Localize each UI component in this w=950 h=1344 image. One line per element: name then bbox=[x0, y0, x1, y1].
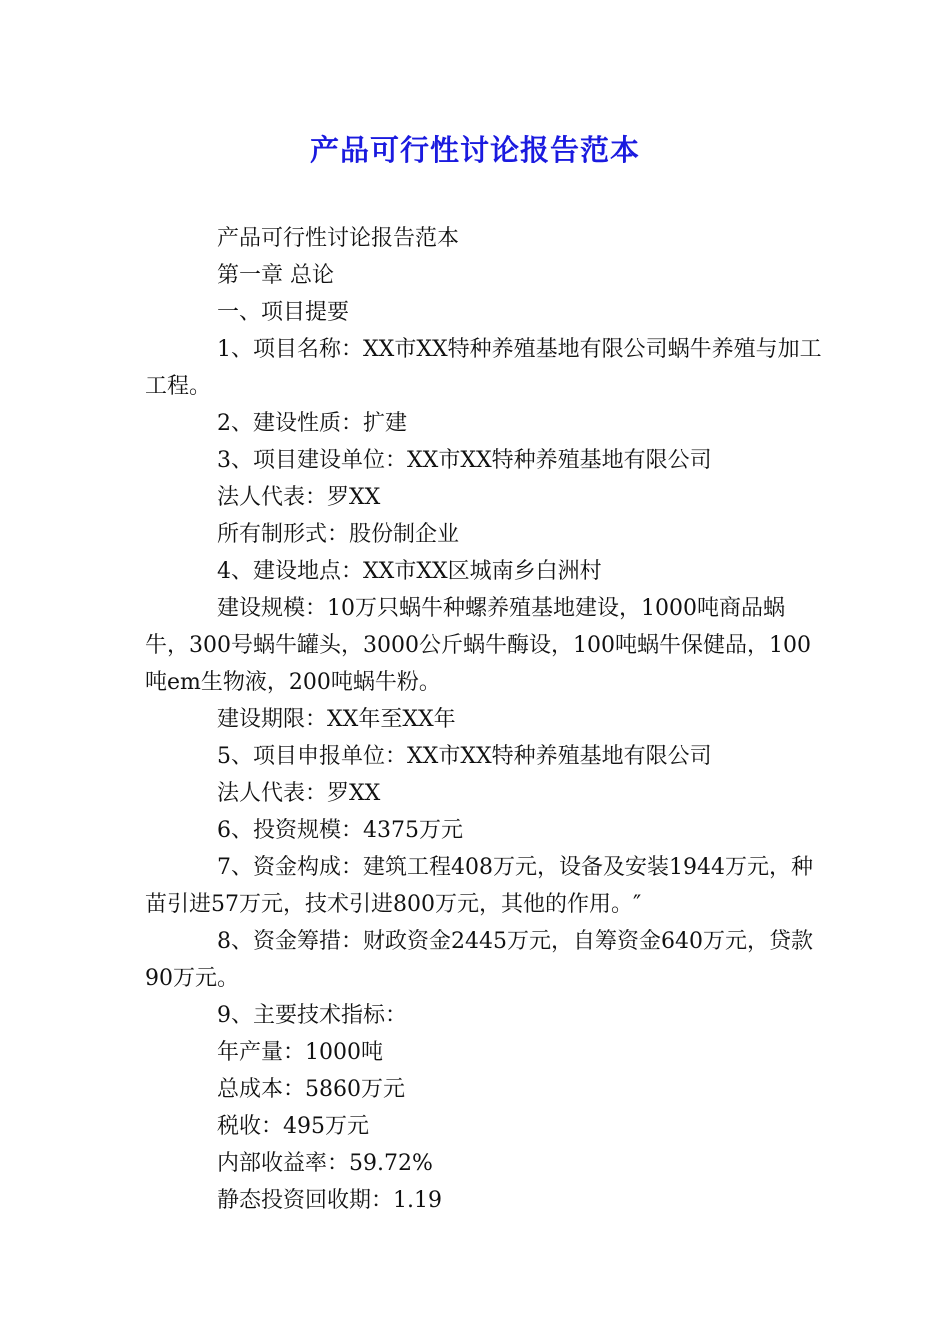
paragraph-chapter-heading: 第一章 总论 bbox=[217, 263, 334, 288]
paragraph-construction-period: 建设期限：XX年至XX年 bbox=[217, 707, 456, 732]
paragraph-ownership-form: 所有制形式：股份制企业 bbox=[217, 522, 460, 547]
document-title: 产品可行性讨论报告范本 bbox=[309, 133, 640, 167]
paragraph-project-name: 1、项目名称：XX市XX特种养殖基地有限公司蜗牛养殖与加工工程。 bbox=[145, 337, 822, 399]
paragraph-legal-representative: 法人代表：罗XX bbox=[217, 485, 381, 510]
document-body bbox=[145, 220, 825, 1219]
paragraph-legal-representative-2: 法人代表：罗XX bbox=[217, 781, 381, 806]
paragraph-total-cost: 总成本：5860万元 bbox=[217, 1077, 405, 1102]
paragraph-payback-period: 静态投资回收期：1.19 bbox=[217, 1188, 442, 1213]
paragraph-construction-scale: 建设规模：10万只蜗牛种螺养殖基地建设，1000吨商品蜗牛，300号蜗牛罐头，3000公斤蜗牛酶设，100吨蜗牛保健品，100吨em生物液，200吨蜗牛粉。 bbox=[145, 596, 811, 695]
paragraph-section-heading: 一、项目提要 bbox=[217, 300, 350, 325]
paragraph-construction-nature: 2、建设性质：扩建 bbox=[217, 411, 407, 436]
paragraph-technical-indicators: 9、主要技术指标： bbox=[217, 1003, 407, 1028]
paragraph-construction-unit: 3、项目建设单位：XX市XX特种养殖基地有限公司 bbox=[217, 448, 712, 473]
paragraph-applicant-unit: 5、项目申报单位：XX市XX特种养殖基地有限公司 bbox=[217, 744, 712, 769]
paragraph-fund-composition: 7、资金构成：建筑工程408万元，设备及安装1944万元，种苗引进57万元，技术引进800万元，其他的作用。″ bbox=[145, 855, 813, 917]
paragraph-investment-scale: 6、投资规模：4375万元 bbox=[217, 818, 463, 843]
paragraph-fund-raising: 8、资金筹措：财政资金2445万元，自筹资金640万元，贷款90万元。 bbox=[145, 929, 813, 991]
paragraph-annual-output: 年产量：1000吨 bbox=[217, 1040, 383, 1065]
paragraph-irr: 内部收益率：59.72% bbox=[217, 1151, 433, 1176]
paragraph-tax: 税收：495万元 bbox=[217, 1114, 369, 1139]
paragraph-construction-location: 4、建设地点：XX市XX区城南乡白洲村 bbox=[217, 559, 602, 584]
paragraph-report-name: 产品可行性讨论报告范本 bbox=[217, 226, 460, 251]
